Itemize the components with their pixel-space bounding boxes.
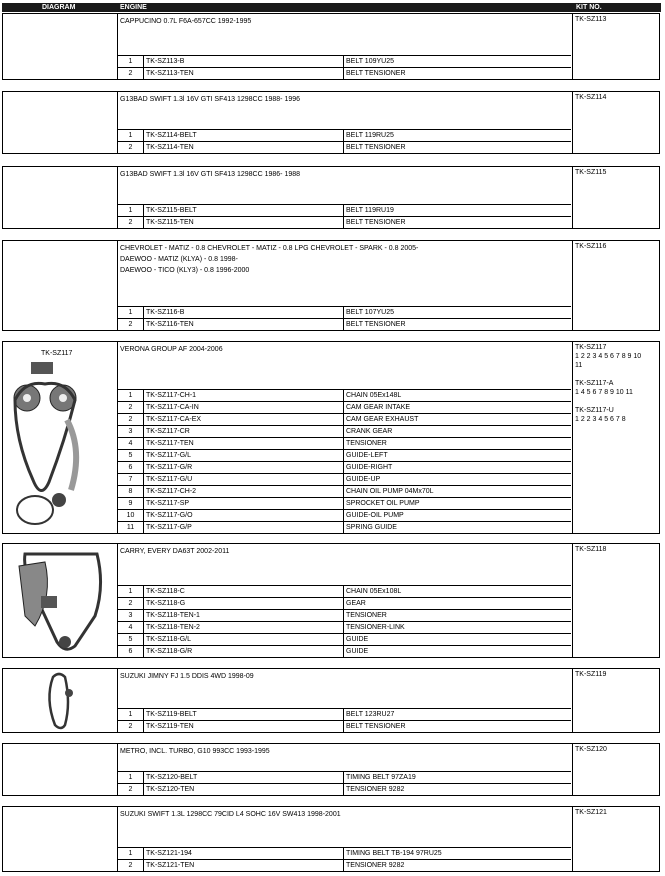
tensioner-icon — [65, 689, 73, 697]
part-description: TENSIONER-LINK — [346, 624, 405, 631]
kit-number — [572, 92, 659, 153]
part-description: CHAIN 05Ex108L — [346, 588, 402, 595]
part-description: GUIDE-LEFT — [346, 452, 388, 459]
table-row — [118, 645, 571, 657]
part-description: CAM GEAR INTAKE — [346, 404, 411, 411]
engine-line: G13BAD SWIFT 1.3l 16V GTI SF413 1298CC 1986- 1988 — [120, 171, 301, 178]
part-number: 2 — [118, 142, 144, 153]
part-number: 1 — [118, 130, 144, 141]
table-row — [118, 720, 571, 732]
part-number: 2 — [118, 68, 144, 79]
part-number: 2 — [118, 598, 144, 609]
part-description: SPRING GUIDE — [346, 524, 397, 531]
table-row — [118, 771, 571, 783]
kit-line: 1 2 2 3 4 5 6 7 8 — [575, 416, 626, 423]
part-description: BELT TENSIONER — [346, 70, 406, 77]
part-code: TK-SZ117-G/U — [144, 474, 344, 485]
engine-line: DAEWOO - TICO (KLY3) - 0.8 1996-2000 — [120, 267, 250, 274]
part-code: TK-SZ117-G/O — [144, 510, 344, 521]
parts-table — [118, 585, 571, 657]
cam-gear-intake-icon — [14, 385, 40, 411]
part-number: 7 — [118, 474, 144, 485]
table-row — [118, 204, 571, 216]
part-code: TK-SZ117-CH-2 — [144, 486, 344, 497]
part-code: TK-SZ117-G/P — [144, 522, 344, 533]
part-code: TK-SZ115-TEN — [144, 217, 344, 228]
part-code: TK-SZ117-CH-1 — [144, 390, 344, 401]
tensioner-icon — [41, 596, 57, 608]
kit-line: TK-SZ119 — [575, 671, 607, 678]
engine-line: CARRY, EVERY DA63T 2002-2011 — [120, 548, 230, 555]
part-number: 1 — [118, 848, 144, 859]
part-number: 1 — [118, 56, 144, 67]
table-row — [118, 621, 571, 633]
part-number: 5 — [118, 450, 144, 461]
table-row — [118, 461, 571, 473]
part-code: TK-SZ118-G/R — [144, 646, 344, 657]
engine-description — [118, 744, 571, 759]
table-row — [118, 485, 571, 497]
parts-table — [118, 204, 571, 228]
kit-block — [2, 743, 660, 796]
parts-table — [118, 708, 571, 732]
kit-number — [572, 744, 659, 795]
part-code: TK-SZ121-194 — [144, 848, 344, 859]
part-description: BELT 119RU19 — [346, 207, 394, 214]
part-description: CRANK GEAR — [346, 428, 393, 435]
table-row — [118, 425, 571, 437]
table-row — [118, 597, 571, 609]
table-row — [118, 413, 571, 425]
table-row — [118, 437, 571, 449]
part-number: 2 — [118, 319, 144, 330]
part-description: BELT 107YU25 — [346, 309, 394, 316]
part-code: TK-SZ113-TEN — [144, 68, 344, 79]
engine-line: CAPPUCINO 0.7L F6A-657CC 1992-1995 — [120, 18, 252, 25]
part-description: GUIDE-RIGHT — [346, 464, 393, 471]
part-code: TK-SZ119-BELT — [144, 709, 344, 720]
part-description: TIMING BELT TB-194 97RU25 — [346, 850, 442, 857]
part-number: 8 — [118, 486, 144, 497]
part-number: 2 — [118, 217, 144, 228]
part-code: TK-SZ114-BELT — [144, 130, 344, 141]
kit-number — [572, 669, 659, 732]
parts-table — [118, 129, 571, 153]
part-code: TK-SZ117-SP — [144, 498, 344, 509]
part-description: TIMING BELT 97ZA19 — [346, 774, 416, 781]
part-description: BELT TENSIONER — [346, 219, 406, 226]
diagram-cell — [3, 744, 118, 795]
parts-table — [118, 847, 571, 871]
tensioner-icon — [31, 362, 53, 374]
part-number: 1 — [118, 586, 144, 597]
part-code: TK-SZ115-BELT — [144, 205, 344, 216]
kit-number — [572, 807, 659, 871]
part-description: GUIDE-UP — [346, 476, 381, 483]
kit-line: TK-SZ116 — [575, 243, 607, 250]
part-number: 1 — [118, 205, 144, 216]
part-code: TK-SZ117-CR — [144, 426, 344, 437]
part-code: TK-SZ118-G — [144, 598, 344, 609]
engine-line: METRO, INCL. TURBO, G10 993CC 1993-1995 — [120, 748, 270, 755]
diagram-cell — [3, 241, 118, 330]
engine-description — [118, 241, 571, 278]
kit-line — [575, 397, 657, 406]
table-row — [118, 129, 571, 141]
part-code: TK-SZ117-TEN — [144, 438, 344, 449]
kit-line: TK-SZ117-U — [575, 407, 614, 414]
part-description: GEAR — [346, 600, 366, 607]
timing-chain-diagram — [5, 360, 115, 535]
kit-line: TK-SZ117-A — [575, 380, 614, 387]
header-engine: ENGINE — [120, 4, 147, 11]
part-number: 1 — [118, 709, 144, 720]
kit-block — [2, 91, 660, 154]
part-code: TK-SZ117-CA-IN — [144, 402, 344, 413]
part-description: CAM GEAR EXHAUST — [346, 416, 419, 423]
table-row — [118, 585, 571, 597]
kit-number — [572, 14, 659, 79]
part-code: TK-SZ120-BELT — [144, 772, 344, 783]
table-row — [118, 859, 571, 871]
engine-description — [118, 807, 571, 822]
kit-block — [2, 13, 660, 80]
kit-block — [2, 341, 660, 534]
part-code: TK-SZ113-B — [144, 56, 344, 67]
part-description: BELT TENSIONER — [346, 144, 406, 151]
kit-line: TK-SZ121 — [575, 809, 607, 816]
table-row — [118, 449, 571, 461]
kit-block — [2, 543, 660, 658]
table-row — [118, 401, 571, 413]
part-number: 2 — [118, 784, 144, 795]
part-description: BELT TENSIONER — [346, 723, 406, 730]
part-number: 4 — [118, 622, 144, 633]
engine-description — [118, 544, 571, 559]
timing-chain-diagram — [5, 546, 115, 656]
table-row — [118, 708, 571, 720]
part-code: TK-SZ120-TEN — [144, 784, 344, 795]
part-code: TK-SZ118-G/L — [144, 634, 344, 645]
table-header — [2, 3, 661, 12]
part-code: TK-SZ116-B — [144, 307, 344, 318]
table-row — [118, 473, 571, 485]
part-description: TENSIONER — [346, 440, 387, 447]
table-row — [118, 847, 571, 859]
table-row — [118, 318, 571, 330]
part-code: TK-SZ118-C — [144, 586, 344, 597]
kit-block — [2, 668, 660, 733]
diagram-label: TK-SZ117 — [41, 350, 73, 357]
part-description: TENSIONER 9282 — [346, 786, 405, 793]
parts-table — [118, 55, 571, 79]
part-code: TK-SZ117-G/L — [144, 450, 344, 461]
timing-belt-diagram — [5, 669, 115, 733]
part-code: TK-SZ116-TEN — [144, 319, 344, 330]
kit-number — [572, 241, 659, 330]
table-row — [118, 783, 571, 795]
header-diagram: DIAGRAM — [42, 4, 76, 11]
part-number: 2 — [118, 721, 144, 732]
part-description: CHAIN 05Ex148L — [346, 392, 402, 399]
part-number: 2 — [118, 860, 144, 871]
belt-icon — [49, 674, 68, 728]
part-code: TK-SZ119-TEN — [144, 721, 344, 732]
engine-line: SUZUKI JIMNY FJ 1.5 DDIS 4WD 1998-09 — [120, 673, 254, 680]
kit-line: TK-SZ115 — [575, 169, 607, 176]
kit-line: TK-SZ118 — [575, 546, 607, 553]
part-description: BELT 109YU25 — [346, 58, 394, 65]
gear-icon — [59, 636, 71, 648]
part-code: TK-SZ121-TEN — [144, 860, 344, 871]
kit-block — [2, 240, 660, 331]
part-number: 5 — [118, 634, 144, 645]
parts-table — [118, 306, 571, 330]
part-number: 2 — [118, 414, 144, 425]
kit-line: 1 4 5 6 7 8 9 10 11 — [575, 389, 633, 396]
engine-description — [118, 167, 571, 182]
parts-table — [118, 771, 571, 795]
part-number: 6 — [118, 646, 144, 657]
kit-line — [575, 370, 657, 379]
part-number: 1 — [118, 772, 144, 783]
kit-block — [2, 806, 660, 872]
part-code: TK-SZ117-G/R — [144, 462, 344, 473]
engine-line: VERONA GROUP AF 2004-2006 — [120, 346, 223, 353]
part-number: 1 — [118, 390, 144, 401]
part-description: GUIDE — [346, 636, 369, 643]
kit-number — [572, 342, 659, 533]
part-description: BELT 123RU27 — [346, 711, 395, 718]
table-row — [118, 609, 571, 621]
table-row — [118, 67, 571, 79]
part-code: TK-SZ118-TEN-2 — [144, 622, 344, 633]
part-code: TK-SZ117-CA-EX — [144, 414, 344, 425]
oil-pump-chain-icon — [17, 493, 66, 524]
kit-line: TK-SZ120 — [575, 746, 607, 753]
table-row — [118, 509, 571, 521]
diagram-cell — [3, 14, 118, 79]
kit-line: 1 2 2 3 4 5 6 7 8 9 10 — [575, 353, 642, 360]
kit-line: TK-SZ114 — [575, 94, 607, 101]
part-description: SPROCKET OIL PUMP — [346, 500, 420, 507]
table-row — [118, 497, 571, 509]
part-number: 3 — [118, 610, 144, 621]
engine-description — [118, 669, 571, 684]
part-description: BELT TENSIONER — [346, 321, 406, 328]
engine-description — [118, 92, 571, 107]
engine-line: G13BAD SWIFT 1.3l 16V GTI SF413 1298CC 1988- 1996 — [120, 96, 301, 103]
engine-description — [118, 14, 571, 29]
table-row — [118, 141, 571, 153]
kit-line: 11 — [575, 362, 583, 369]
part-number: 3 — [118, 426, 144, 437]
kit-line: TK-SZ113 — [575, 16, 607, 23]
header-kit: KIT NO. — [576, 4, 602, 11]
table-row — [118, 306, 571, 318]
guide-icon — [19, 562, 47, 626]
diagram-cell — [3, 807, 118, 871]
part-description: GUIDE-OIL PUMP — [346, 512, 404, 519]
part-number: 9 — [118, 498, 144, 509]
part-number: 11 — [118, 522, 144, 533]
table-row — [118, 216, 571, 228]
part-description: TENSIONER 9282 — [346, 862, 405, 869]
engine-line: SUZUKI SWIFT 1.3L 1298CC 79CID L4 SOHC 16V SW413 1998-2001 — [120, 811, 341, 818]
part-description: CHAIN OIL PUMP 04Mx70L — [346, 488, 434, 495]
kit-block — [2, 166, 660, 229]
kit-line: TK-SZ117 — [575, 344, 607, 351]
part-number: 1 — [118, 307, 144, 318]
parts-table — [118, 389, 571, 533]
kit-number — [572, 544, 659, 657]
engine-description — [118, 342, 571, 357]
table-row — [118, 521, 571, 533]
engine-line: DAEWOO - MATIZ (KLYA) - 0.8 1998- — [120, 256, 238, 263]
part-number: 10 — [118, 510, 144, 521]
kit-number — [572, 167, 659, 228]
guide-icon — [67, 420, 76, 490]
part-description: BELT 119RU25 — [346, 132, 394, 139]
diagram-cell — [3, 92, 118, 153]
part-description: GUIDE — [346, 648, 369, 655]
part-number: 2 — [118, 402, 144, 413]
table-row — [118, 55, 571, 67]
part-number: 6 — [118, 462, 144, 473]
part-number: 4 — [118, 438, 144, 449]
table-row — [118, 633, 571, 645]
table-row — [118, 389, 571, 401]
part-description: TENSIONER — [346, 612, 387, 619]
diagram-cell — [3, 167, 118, 228]
part-code: TK-SZ118-TEN-1 — [144, 610, 344, 621]
engine-line: CHEVROLET - MATIZ - 0.8 CHEVROLET - MATIZ - 0.8 LPG CHEVROLET - SPARK - 0.8 2005- — [120, 245, 419, 252]
part-code: TK-SZ114-TEN — [144, 142, 344, 153]
